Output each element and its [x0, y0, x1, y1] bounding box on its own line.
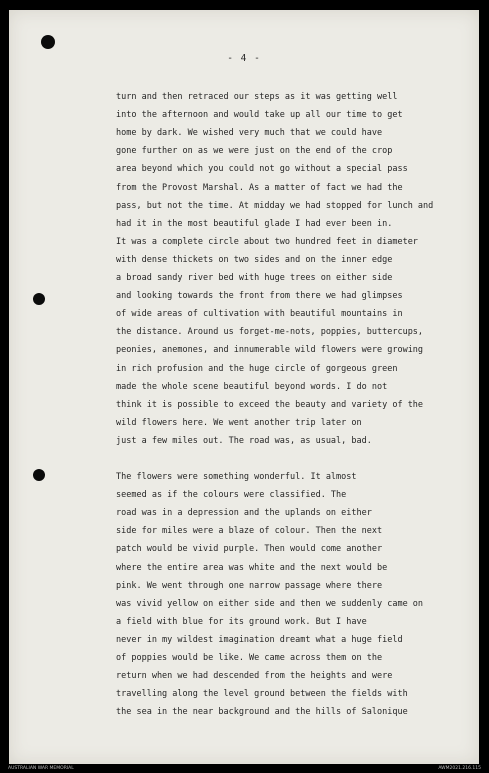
- text-line: It was a complete circle about two hundred feet in diameter: [116, 236, 418, 247]
- text-line: wild flowers here. We went another trip later on: [116, 417, 362, 428]
- text-line: with dense thickets on two sides and on the inner edge: [116, 254, 393, 265]
- text-line: of wide areas of cultivation with beautiful mountains in: [116, 309, 403, 320]
- text-line: think it is possible to exceed the beauty and variety of the: [116, 399, 424, 410]
- text-line: peonies, anemones, and innumerable wild flowers were growing: [116, 345, 424, 356]
- text-line: the distance. Around us forget-me-nots, poppies, buttercups,: [116, 327, 424, 338]
- text-line: The flowers were something wonderful. It almost: [116, 472, 357, 482]
- text-line: pink. We went through one narrow passage where there: [116, 580, 383, 591]
- typed-page: [9, 10, 479, 764]
- text-line: road was in a depression and the uplands on either: [116, 508, 372, 519]
- text-line: never in my wildest imagination dreamt what a huge field: [116, 634, 403, 645]
- text-line: from the Provost Marshal. As a matter of fact we had the: [116, 182, 403, 193]
- text-line: a field with blue for its ground work. But I have: [116, 616, 367, 627]
- text-line: made the whole scene beautiful beyond words. I do not: [116, 381, 388, 392]
- text-line: home by dark. We wished very much that we could have: [116, 128, 383, 139]
- footer-reference: AWM2021.216.115: [438, 766, 481, 771]
- text-line: turn and then retraced our steps as it was getting well: [116, 92, 398, 102]
- text-line: pass, but not the time. At midday we had stopped for lunch and: [116, 200, 434, 211]
- punch-hole-lower: [33, 469, 45, 481]
- text-line: just a few miles out. The road was, as usual, bad.: [116, 435, 372, 446]
- text-line: was vivid yellow on either side and then we suddenly came on: [116, 598, 424, 609]
- text-line: and looking towards the front from there we had glimpses: [116, 291, 403, 302]
- punch-hole-middle: [33, 293, 45, 305]
- text-line: area beyond which you could not go without a special pass: [116, 164, 408, 175]
- text-line: return when we had descended from the heights and were: [116, 671, 393, 682]
- text-line: seemed as if the colours were classified. The: [116, 490, 347, 501]
- text-line: the sea in the near background and the hills of Salonique: [116, 707, 408, 718]
- text-line: side for miles were a blaze of colour. Then the next: [116, 526, 383, 537]
- footer-credit: AUSTRALIAN WAR MEMORIAL: [8, 766, 74, 771]
- text-line: travelling along the level ground between the fields with: [116, 689, 408, 700]
- text-line: into the afternoon and would take up all our time to get: [116, 110, 403, 121]
- text-line: of poppies would be like. We came across them on the: [116, 653, 383, 663]
- text-line: a broad sandy river bed with huge trees on either side: [116, 273, 393, 283]
- page-number: - 4 -: [227, 53, 261, 64]
- text-line: patch would be vivid purple. Then would come another: [116, 544, 383, 555]
- text-line: in rich profusion and the huge circle of gorgeous green: [116, 363, 398, 374]
- punch-hole-top: [41, 35, 55, 49]
- text-line: gone further on as we were just on the end of the crop: [116, 146, 393, 157]
- text-line: where the entire area was white and the next would be: [116, 562, 388, 573]
- text-line: had it in the most beautiful glade I had ever been in.: [116, 218, 393, 229]
